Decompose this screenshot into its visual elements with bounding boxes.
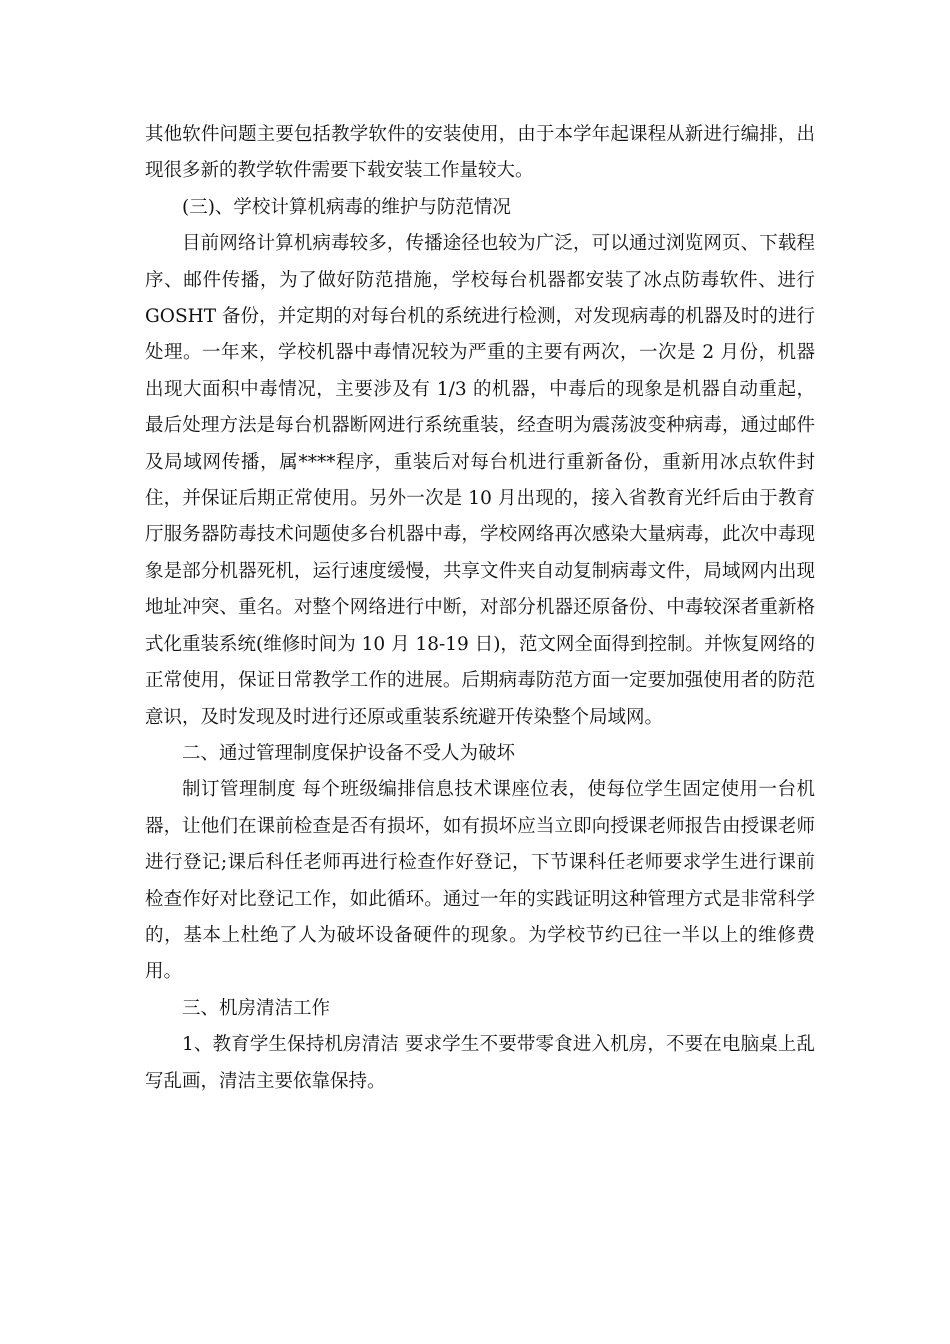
paragraph-software-issues: 其他软件问题主要包括教学软件的安装使用，由于本学年起课程从新进行编排，出现很多新的教学软件需要下载安装工作量较大。 <box>145 124 815 182</box>
paragraph-cleaning-details: 1、教育学生保持机房清洁 要求学生不要带零食进入机房，不要在电脑桌上乱写乱画，清洁主要依靠保持。 <box>145 1034 815 1092</box>
section-heading-cleaning: 三、机房清洁工作 <box>182 997 331 1019</box>
section-heading-management-system: 二、通过管理制度保护设备不受人为破坏 <box>182 742 516 764</box>
paragraph-management-details: 制订管理制度 每个班级编排信息技术课座位表，使每位学生固定使用一台机器，让他们在课前检查是否有损坏，如有损坏应当立即向授课老师报告由授课老师进行登记;课后科任老师再进行检查作好登记，下节课科任老师要求学生进行课前检查作好对比登记工作，如此循环。通过一年的实践证明这种管理方式是非常科学的，基本上杜绝了人为破坏设备硬件的现象。为学校节约已往一半以上的维修费用。 <box>145 779 815 983</box>
section-heading-virus-protection: (三)、学校计算机病毒的维护与防范情况 <box>182 196 511 218</box>
paragraph-virus-details: 目前网络计算机病毒较多，传播途径也较为广泛，可以通过浏览网页、下载程序、邮件传播，为了做好防范措施，学校每台机器都安装了冰点防毒软件、进行 GOSHT 备份，并定期的对每台机的系统进行检测，对发现病毒的机器及时的进行处理。一年来，学校机器中毒情况较为严重的主要有两次，一次是 2 月份，机器出现大面积中毒情况，主要涉及有 1/3 的机器，中毒后的现象是机器自动重起，最后处理方法是每台机器断网进行系统重装，经查明为震荡波变种病毒，通过邮件及局域网传播，属****程序，重装后对每台机进行重新备份，重新用冰点软件封住，并保证后期正常使用。另外一次是 10 月出现的，接入省教育光纤后由于教育厅服务器防毒技术问题使多台机器中毒，学校网络再次感染大量病毒，此次中毒现象是部分机器死机，运行速度缓慢，共享文件夹自动复制病毒文件，局域网内出现地址冲突、重名。对整个网络进行中断，对部分机器还原备份、中毒较深者重新格式化重装系统(维修时间为 10 月 18-19 日)，范文网全面得到控制。并恢复网络的正常使用，保证日常教学工作的进展。后期病毒防范方面一定要加强使用者的防范意识，及时发现及时进行还原或重装系统避开传染整个局域网。 <box>145 233 821 728</box>
document-body <box>145 117 821 1100</box>
